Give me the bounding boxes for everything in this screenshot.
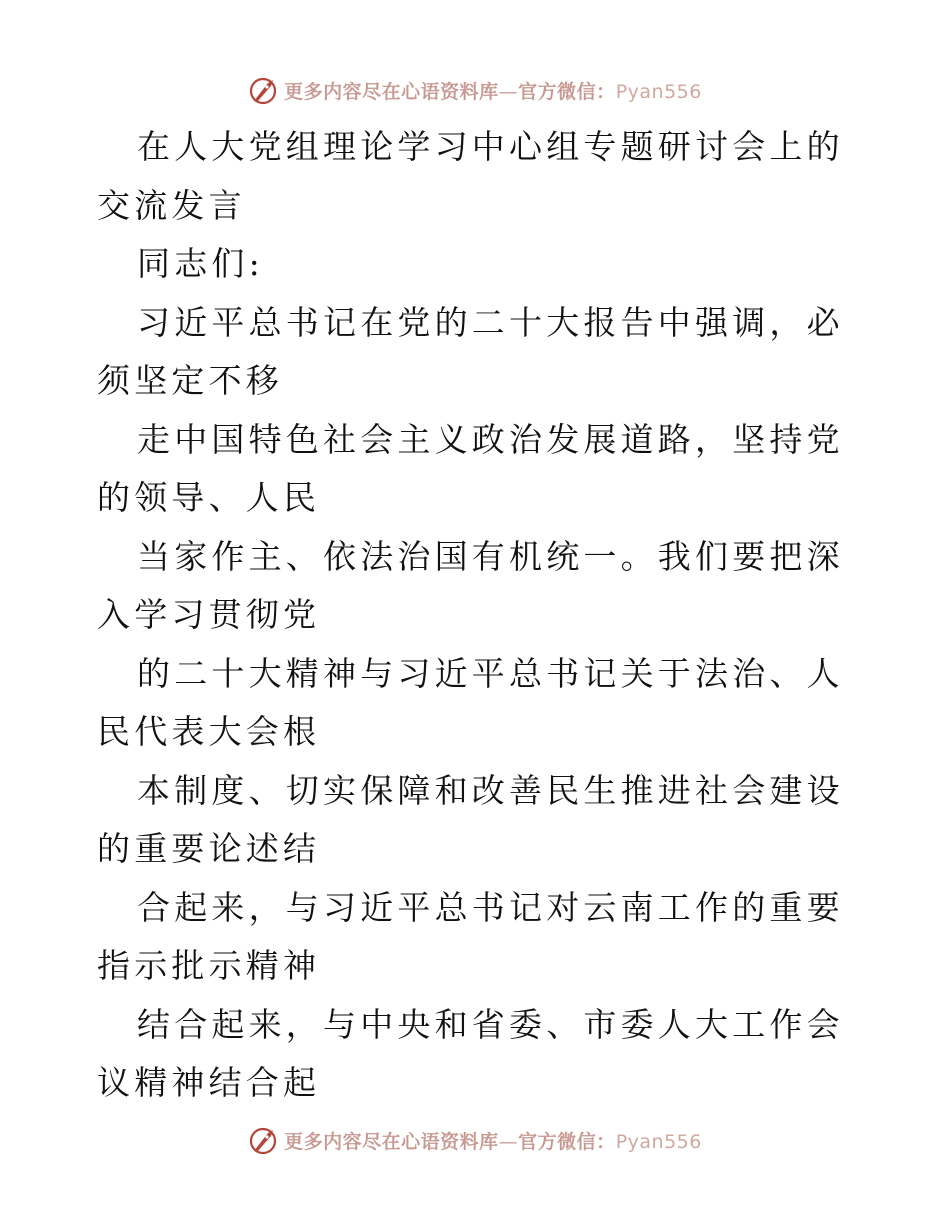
salutation: 同志们:	[137, 244, 264, 283]
footer-watermark	[0, 1120, 950, 1160]
pen-nib-circle-logo-icon	[248, 1125, 278, 1155]
pen-nib-circle-logo-icon	[248, 75, 278, 105]
body-paragraph: 的二十大精神与习近平总书记关于法治、人民代表大会根	[97, 653, 844, 751]
body-paragraph: 习近平总书记在党的二十大报告中强调，必须坚定不移	[97, 302, 844, 400]
body-paragraph: 本制度、切实保障和改善民生推进社会建设的重要论述结	[97, 770, 844, 868]
watermark-text	[284, 77, 702, 104]
wechat-id: Pyan556	[615, 1130, 702, 1153]
wechat-label: 官方微信：	[518, 80, 616, 103]
body-paragraph: 走中国特色社会主义政治发展道路，坚持党的领导、人民	[97, 419, 844, 517]
watermark-text	[284, 1127, 702, 1154]
body-paragraph: 当家作主、依法治国有机统一。我们要把深入学习贯彻党	[97, 536, 844, 634]
header-watermark	[0, 70, 950, 110]
document-body	[97, 118, 857, 1113]
brand-dash: —	[498, 1130, 519, 1153]
body-paragraph: 结合起来，与中央和省委、市委人大工作会议精神结合起	[97, 1004, 844, 1102]
wechat-id: Pyan556	[615, 80, 702, 103]
document-title: 在人大党组理论学习中心组专题研讨会上的交流发言	[97, 127, 844, 225]
body-paragraph: 合起来，与习近平总书记对云南工作的重要指示批示精神	[97, 887, 844, 985]
brand-text: 更多内容尽在心语资料库	[284, 80, 499, 103]
brand-dash: —	[498, 80, 519, 103]
brand-text: 更多内容尽在心语资料库	[284, 1130, 499, 1153]
wechat-label: 官方微信：	[518, 1130, 616, 1153]
